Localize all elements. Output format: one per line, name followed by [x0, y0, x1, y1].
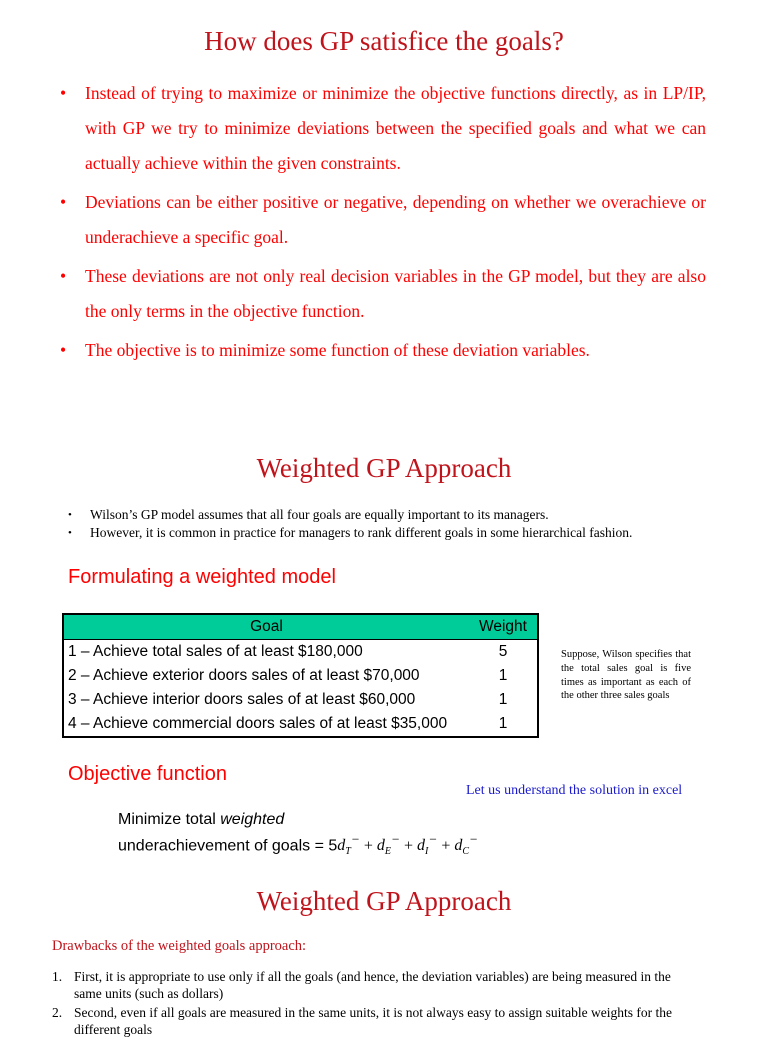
list-item: 2. Second, even if all goals are measured in the same units, it is not always easy to assign suitable weights for the different goals — [52, 1005, 672, 1037]
list-item: • Wilson’s GP model assumes that all four goals are equally important to its managers. — [68, 507, 549, 522]
table-header-row — [63, 614, 538, 640]
weight-side-note: Suppose, Wilson specifies that the total sales goal is five times as important as each of the other three sales goals — [561, 649, 691, 702]
page-title: How does GP satisfice the goals? — [204, 26, 564, 56]
weight-cell: 1 — [498, 715, 508, 732]
table-row — [63, 688, 538, 712]
list-item: 1. First, it is appropriate to use only if all the goals (and hence, the deviation variables) are being measured in the same units (such as dollars) — [52, 969, 671, 1001]
table-row — [63, 640, 538, 665]
objective-function-text — [118, 810, 478, 863]
objective-formula: $d_T^- + d_E^- + d_I^- + d_C^-$ — [337, 832, 479, 858]
goal-cell: 4 – Achieve commercial doors sales of at least $35,000 — [68, 715, 448, 732]
weight-cell: 5 — [498, 643, 508, 660]
objective-line-1: Minimize total weighted — [118, 811, 285, 828]
goal-cell: 2 – Achieve exterior doors sales of at least $70,000 — [68, 667, 420, 684]
weight-cell: 1 — [498, 667, 508, 684]
table-row — [63, 712, 538, 737]
weight-column-header: Weight — [469, 614, 538, 640]
list-item: • These deviations are not only real decision variables in the GP model, but they are also the only terms in the objective function. — [60, 266, 706, 321]
excel-solution-link[interactable]: Let us understand the solution in excel — [466, 783, 683, 798]
goal-satisfice-bullet-list — [60, 76, 706, 372]
list-item: • The objective is to minimize some function of these deviation variables. — [60, 340, 590, 360]
section-title: Weighted GP Approach — [256, 886, 512, 916]
section-title: Weighted GP Approach — [256, 453, 512, 483]
goal-cell: 1 – Achieve total sales of at least $180,000 — [68, 643, 363, 660]
goal-weight-table — [62, 613, 539, 738]
list-item: • Instead of trying to maximize or minimize the objective functions directly, as in LP/IP, with GP we try to minimize deviations between the specified goals and what we can actually achieve within the given constraints. — [60, 83, 706, 173]
weight-cell: 1 — [498, 691, 508, 708]
objective-line-2: underachievement of goals = $5d_T^- + d_E^- + d_I^- + d_C^-$ — [118, 832, 479, 858]
list-item: • Deviations can be either positive or negative, depending on whether we overachieve or underachieve a specific goal. — [60, 192, 706, 247]
weighted-gp-bullet-list — [68, 506, 728, 542]
drawbacks-list — [52, 968, 692, 1040]
goal-column-header: Goal — [63, 614, 469, 640]
objective-heading: Objective function — [68, 763, 227, 785]
list-item: • However, it is common in practice for managers to rank different goals in some hierarchical fashion. — [68, 525, 633, 540]
table-row — [63, 664, 538, 688]
goal-cell: 3 – Achieve interior doors sales of at least $60,000 — [68, 691, 416, 708]
drawbacks-heading: Drawbacks of the weighted goals approach: — [52, 938, 307, 954]
formulating-heading: Formulating a weighted model — [68, 566, 336, 588]
